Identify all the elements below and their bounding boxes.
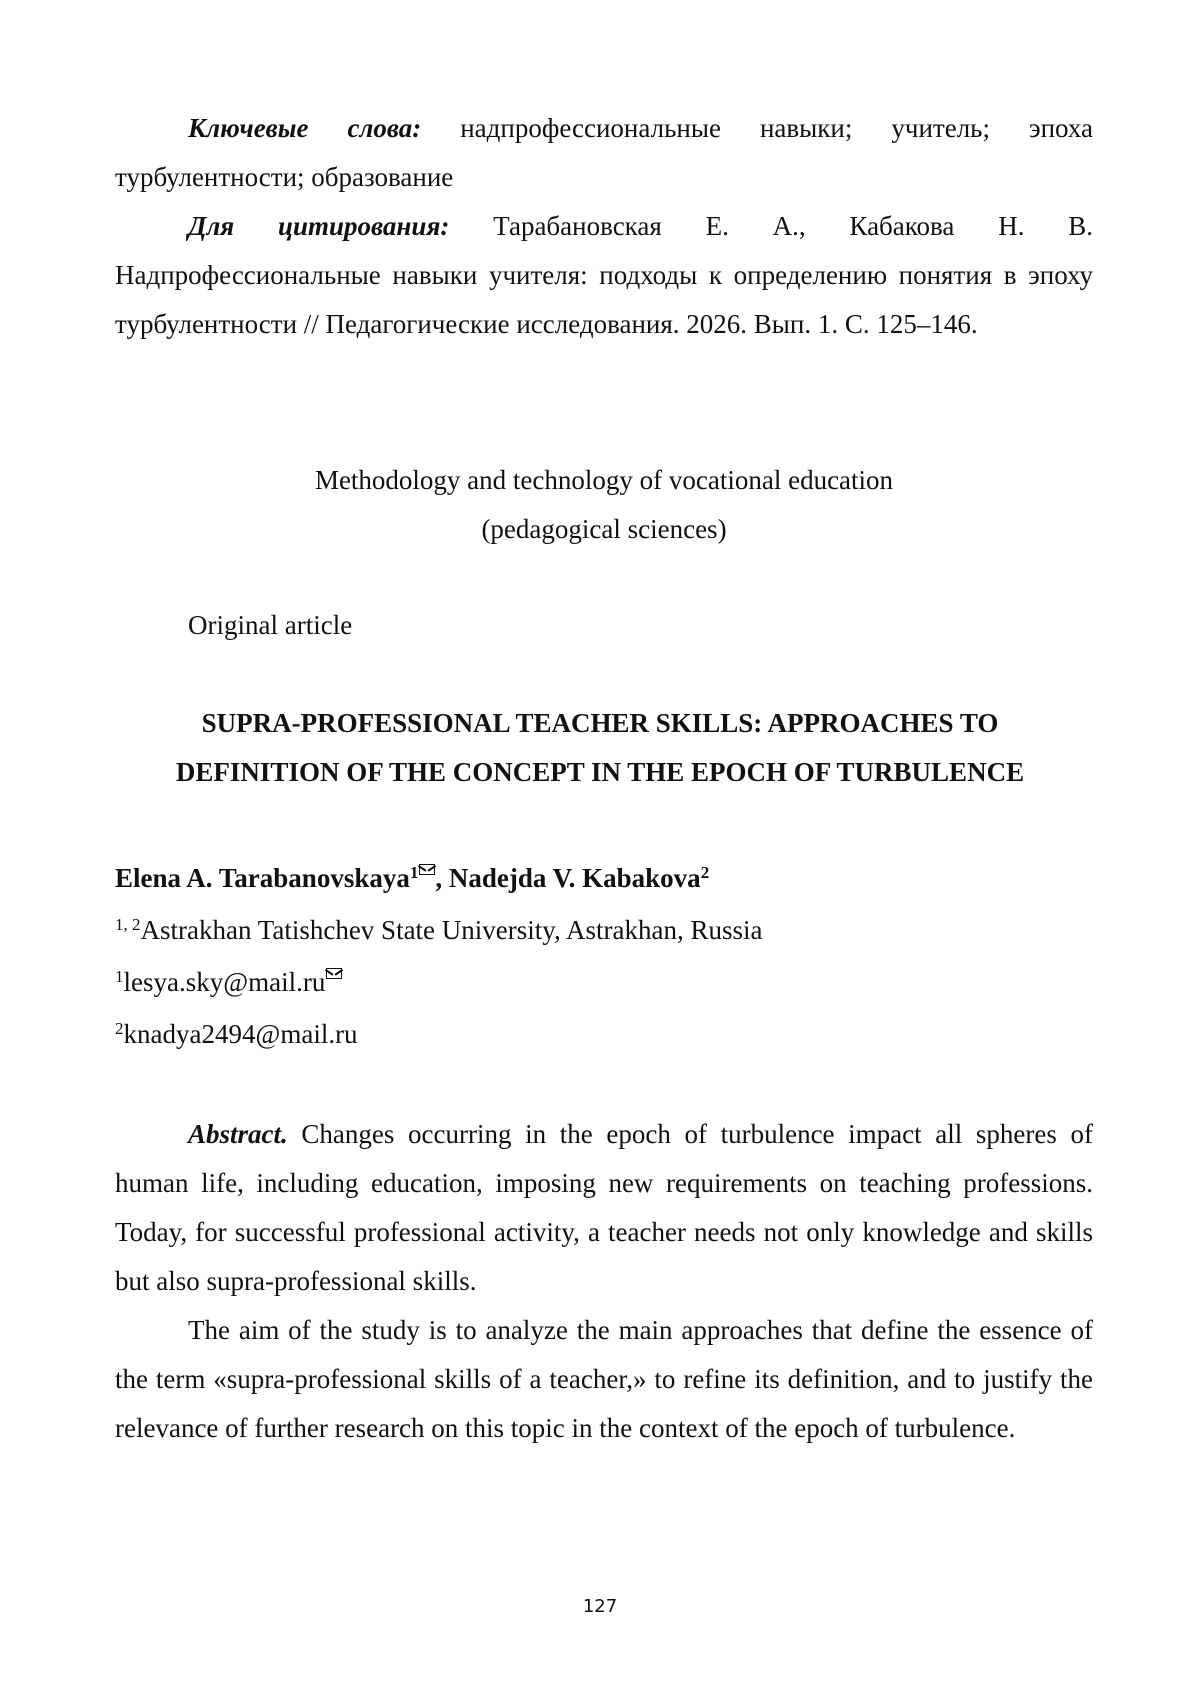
- email-1-link[interactable]: lesya.sky@mail.ru: [123, 967, 326, 997]
- page-number: 127: [582, 1596, 618, 1617]
- author-1-name: Elena A. Tarabanovskaya: [115, 863, 410, 893]
- affiliation-sup: 1, 2: [115, 915, 141, 934]
- author-separator: ,: [435, 863, 449, 893]
- author-2-name: Nadejda V. Kabakova: [448, 863, 701, 893]
- keywords-paragraph: [115, 104, 1093, 202]
- article-title: [100, 699, 1100, 797]
- keywords-text: надпрофессиональные навыки; учитель; эпоха турбулентности; образование: [115, 113, 1094, 192]
- affiliation-text: Astrakhan Tatishchev State University, Astrakhan, Russia: [140, 915, 763, 945]
- section-line-2: (pedagogical sciences): [481, 514, 727, 544]
- citation-text: Тарабановская Е. А., Кабакова Н. В. Надпрофессиональные навыки учителя: подходы к определению понятия в эпоху турбулентности // Педагогические исследования. 2026. Вып. 1. С. 125–146.: [115, 211, 1093, 339]
- abstract-paragraph-1: [115, 1110, 1093, 1306]
- title-line-2: DEFINITION OF THE CONCEPT IN THE EPOCH OF TURBULENCE: [175, 757, 1025, 787]
- authors-line: [115, 854, 1093, 903]
- email-2-sup: 2: [115, 1019, 124, 1038]
- citation-paragraph: [115, 202, 1093, 349]
- keywords-label: Ключевые слова:: [188, 113, 422, 143]
- email-2-link[interactable]: knadya2494@mail.ru: [123, 1019, 358, 1049]
- title-line-1: SUPRA-PROFESSIONAL TEACHER SKILLS: APPROACHES TO: [201, 708, 999, 738]
- envelope-icon: [326, 968, 342, 979]
- abstract-paragraph-2: [115, 1306, 1093, 1453]
- email-line-1: [115, 958, 1093, 1007]
- section-heading: [115, 456, 1093, 554]
- author-2-sup: 2: [700, 863, 710, 882]
- email-line-2: [115, 1010, 1093, 1059]
- abstract-label: Abstract.: [188, 1119, 288, 1149]
- affiliation-line: [115, 906, 1093, 955]
- article-type: Original article: [188, 610, 353, 640]
- abstract-text-1: Changes occurring in the epoch of turbulence impact all spheres of human life, including education, imposing new requirements on teaching professions. Today, for successful professional activity, a teacher needs not only knowledge and skills but also supra-professional skills.: [115, 1119, 1093, 1296]
- email-1-sup: 1: [115, 967, 124, 986]
- citation-label: Для цитирования:: [188, 211, 450, 241]
- envelope-icon: [419, 864, 435, 875]
- section-line-1: Methodology and technology of vocational education: [314, 465, 894, 495]
- abstract-text-2: The aim of the study is to analyze the main approaches that define the essence of the term «supra-professional skills of a teacher,» to refine its definition, and to justify the relevance of further research on this topic in the context of the epoch of turbulence.: [115, 1315, 1093, 1443]
- author-1-sup: 1: [409, 863, 419, 882]
